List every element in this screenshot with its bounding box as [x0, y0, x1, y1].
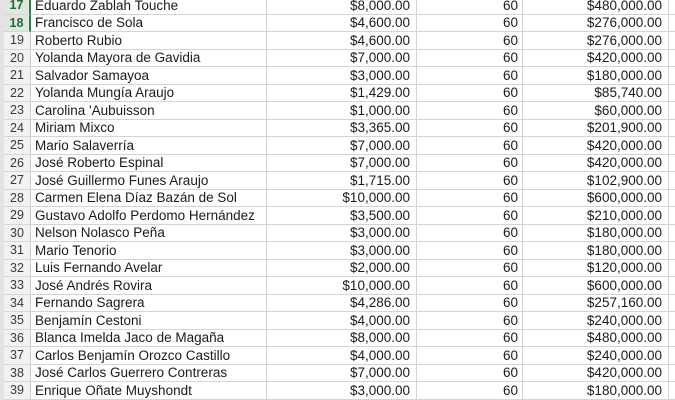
empty-cell[interactable]	[669, 225, 675, 243]
amount-cell[interactable]: $1,429.00	[267, 85, 417, 103]
quantity-cell[interactable]: 60	[417, 260, 523, 278]
quantity-cell[interactable]: 60	[417, 15, 523, 33]
amount-cell[interactable]: $8,000.00	[267, 330, 417, 348]
name-cell[interactable]: Gustavo Adolfo Perdomo Hernández	[31, 207, 267, 225]
name-cell[interactable]: Fernando Sagrera	[31, 295, 267, 313]
table-row[interactable]	[0, 15, 675, 33]
row-number-header[interactable]: 19	[4, 32, 31, 50]
name-cell[interactable]: José Andrés Rovira	[31, 277, 267, 295]
name-cell[interactable]: Carolina 'Aubuisson	[31, 102, 267, 120]
row-number-header[interactable]: 18	[4, 15, 31, 33]
table-row[interactable]	[0, 330, 675, 348]
row-number-header[interactable]: 29	[4, 207, 31, 225]
row-number-header[interactable]: 24	[4, 120, 31, 138]
amount-cell[interactable]: $7,000.00	[267, 365, 417, 383]
row-number-header[interactable]: 20	[4, 50, 31, 68]
table-row[interactable]	[0, 365, 675, 383]
table-row[interactable]	[0, 0, 675, 15]
empty-cell[interactable]	[669, 120, 675, 138]
empty-cell[interactable]	[669, 102, 675, 120]
total-cell[interactable]: $60,000.00	[523, 102, 669, 120]
total-cell[interactable]: $600,000.00	[523, 190, 669, 208]
empty-cell[interactable]	[669, 137, 675, 155]
table-row[interactable]	[0, 190, 675, 208]
total-cell[interactable]: $420,000.00	[523, 137, 669, 155]
empty-cell[interactable]	[669, 172, 675, 190]
name-cell[interactable]: José Roberto Espinal	[31, 155, 267, 173]
total-cell[interactable]: $85,740.00	[523, 85, 669, 103]
table-row[interactable]	[0, 67, 675, 85]
empty-cell[interactable]	[669, 295, 675, 313]
total-cell[interactable]: $420,000.00	[523, 50, 669, 68]
empty-cell[interactable]	[669, 0, 675, 15]
total-cell[interactable]: $600,000.00	[523, 277, 669, 295]
amount-cell[interactable]: $3,500.00	[267, 207, 417, 225]
empty-cell[interactable]	[669, 382, 675, 400]
quantity-cell[interactable]: 60	[417, 382, 523, 400]
empty-cell[interactable]	[669, 347, 675, 365]
empty-cell[interactable]	[669, 277, 675, 295]
quantity-cell[interactable]: 60	[417, 50, 523, 68]
amount-cell[interactable]: $10,000.00	[267, 277, 417, 295]
name-cell[interactable]: Carmen Elena Díaz Bazán de Sol	[31, 190, 267, 208]
total-cell[interactable]: $420,000.00	[523, 365, 669, 383]
row-number-header[interactable]: 23	[4, 102, 31, 120]
total-cell[interactable]: $480,000.00	[523, 330, 669, 348]
empty-cell[interactable]	[669, 207, 675, 225]
total-cell[interactable]: $201,900.00	[523, 120, 669, 138]
amount-cell[interactable]: $3,000.00	[267, 242, 417, 260]
name-cell[interactable]: Yolanda Mayora de Gavidia	[31, 50, 267, 68]
quantity-cell[interactable]: 60	[417, 120, 523, 138]
empty-cell[interactable]	[669, 260, 675, 278]
name-cell[interactable]: Benjamín Cestoni	[31, 312, 267, 330]
amount-cell[interactable]: $4,000.00	[267, 312, 417, 330]
total-cell[interactable]: $257,160.00	[523, 295, 669, 313]
name-cell[interactable]: Mario Tenorio	[31, 242, 267, 260]
table-row[interactable]	[0, 85, 675, 103]
amount-cell[interactable]: $3,000.00	[267, 67, 417, 85]
table-row[interactable]	[0, 120, 675, 138]
row-number-header[interactable]: 28	[4, 190, 31, 208]
table-row[interactable]	[0, 137, 675, 155]
row-number-header[interactable]: 21	[4, 67, 31, 85]
name-cell[interactable]: Miriam Mixco	[31, 120, 267, 138]
total-cell[interactable]: $276,000.00	[523, 32, 669, 50]
total-cell[interactable]: $276,000.00	[523, 15, 669, 33]
quantity-cell[interactable]: 60	[417, 85, 523, 103]
empty-cell[interactable]	[669, 312, 675, 330]
table-row[interactable]	[0, 102, 675, 120]
quantity-cell[interactable]: 60	[417, 32, 523, 50]
table-row[interactable]	[0, 242, 675, 260]
row-number-header[interactable]: 22	[4, 85, 31, 103]
empty-cell[interactable]	[669, 190, 675, 208]
quantity-cell[interactable]: 60	[417, 0, 523, 15]
table-row[interactable]	[0, 32, 675, 50]
name-cell[interactable]: Carlos Benjamín Orozco Castillo	[31, 347, 267, 365]
total-cell[interactable]: $420,000.00	[523, 155, 669, 173]
name-cell[interactable]: José Carlos Guerrero Contreras	[31, 365, 267, 383]
amount-cell[interactable]: $1,715.00	[267, 172, 417, 190]
row-number-header[interactable]: 33	[4, 277, 31, 295]
amount-cell[interactable]: $4,600.00	[267, 15, 417, 33]
name-cell[interactable]: Blanca Imelda Jaco de Magaña	[31, 330, 267, 348]
row-number-header[interactable]: 38	[4, 365, 31, 383]
amount-cell[interactable]: $1,000.00	[267, 102, 417, 120]
row-number-header[interactable]: 26	[4, 155, 31, 173]
quantity-cell[interactable]: 60	[417, 312, 523, 330]
total-cell[interactable]: $180,000.00	[523, 242, 669, 260]
amount-cell[interactable]: $3,000.00	[267, 225, 417, 243]
table-row[interactable]	[0, 225, 675, 243]
table-row[interactable]	[0, 312, 675, 330]
total-cell[interactable]: $180,000.00	[523, 382, 669, 400]
quantity-cell[interactable]: 60	[417, 225, 523, 243]
amount-cell[interactable]: $4,000.00	[267, 347, 417, 365]
quantity-cell[interactable]: 60	[417, 102, 523, 120]
name-cell[interactable]: Enrique Oñate Muyshondt	[31, 382, 267, 400]
name-cell[interactable]: José Guillermo Funes Araujo	[31, 172, 267, 190]
name-cell[interactable]: Eduardo Zablah Touche	[31, 0, 267, 15]
row-number-header[interactable]: 36	[4, 330, 31, 348]
amount-cell[interactable]: $3,000.00	[267, 382, 417, 400]
name-cell[interactable]: Luis Fernando Avelar	[31, 260, 267, 278]
empty-cell[interactable]	[669, 242, 675, 260]
empty-cell[interactable]	[669, 155, 675, 173]
total-cell[interactable]: $240,000.00	[523, 347, 669, 365]
quantity-cell[interactable]: 60	[417, 155, 523, 173]
table-row[interactable]	[0, 295, 675, 313]
row-number-header[interactable]: 27	[4, 172, 31, 190]
table-row[interactable]	[0, 172, 675, 190]
empty-cell[interactable]	[669, 15, 675, 33]
table-row[interactable]	[0, 277, 675, 295]
row-number-header[interactable]: 32	[4, 260, 31, 278]
table-row[interactable]	[0, 207, 675, 225]
total-cell[interactable]: $480,000.00	[523, 0, 669, 15]
amount-cell[interactable]: $8,000.00	[267, 0, 417, 15]
amount-cell[interactable]: $3,365.00	[267, 120, 417, 138]
row-number-header[interactable]: 34	[4, 295, 31, 313]
total-cell[interactable]: $240,000.00	[523, 312, 669, 330]
amount-cell[interactable]: $7,000.00	[267, 137, 417, 155]
empty-cell[interactable]	[669, 330, 675, 348]
table-row[interactable]	[0, 155, 675, 173]
total-cell[interactable]: $180,000.00	[523, 67, 669, 85]
table-row[interactable]	[0, 382, 675, 400]
row-number-header[interactable]: 37	[4, 347, 31, 365]
name-cell[interactable]: Mario Salaverría	[31, 137, 267, 155]
row-number-header[interactable]: 30	[4, 225, 31, 243]
row-number-header[interactable]: 35	[4, 312, 31, 330]
amount-cell[interactable]: $2,000.00	[267, 260, 417, 278]
row-number-header[interactable]: 17	[4, 0, 31, 15]
quantity-cell[interactable]: 60	[417, 137, 523, 155]
table-row[interactable]	[0, 50, 675, 68]
name-cell[interactable]: Roberto Rubio	[31, 32, 267, 50]
amount-cell[interactable]: $4,286.00	[267, 295, 417, 313]
amount-cell[interactable]: $4,600.00	[267, 32, 417, 50]
quantity-cell[interactable]: 60	[417, 330, 523, 348]
empty-cell[interactable]	[669, 32, 675, 50]
total-cell[interactable]: $210,000.00	[523, 207, 669, 225]
name-cell[interactable]: Nelson Nolasco Peña	[31, 225, 267, 243]
quantity-cell[interactable]: 60	[417, 207, 523, 225]
quantity-cell[interactable]: 60	[417, 242, 523, 260]
quantity-cell[interactable]: 60	[417, 365, 523, 383]
table-row[interactable]	[0, 260, 675, 278]
quantity-cell[interactable]: 60	[417, 67, 523, 85]
quantity-cell[interactable]: 60	[417, 295, 523, 313]
row-number-header[interactable]: 25	[4, 137, 31, 155]
empty-cell[interactable]	[669, 67, 675, 85]
quantity-cell[interactable]: 60	[417, 277, 523, 295]
name-cell[interactable]: Salvador Samayoa	[31, 67, 267, 85]
amount-cell[interactable]: $10,000.00	[267, 190, 417, 208]
amount-cell[interactable]: $7,000.00	[267, 50, 417, 68]
amount-cell[interactable]: $7,000.00	[267, 155, 417, 173]
total-cell[interactable]: $120,000.00	[523, 260, 669, 278]
empty-cell[interactable]	[669, 85, 675, 103]
name-cell[interactable]: Francisco de Sola	[31, 15, 267, 33]
quantity-cell[interactable]: 60	[417, 172, 523, 190]
row-number-header[interactable]: 39	[4, 382, 31, 400]
empty-cell[interactable]	[669, 365, 675, 383]
empty-cell[interactable]	[669, 50, 675, 68]
row-number-header[interactable]: 31	[4, 242, 31, 260]
table-row[interactable]	[0, 347, 675, 365]
total-cell[interactable]: $102,900.00	[523, 172, 669, 190]
quantity-cell[interactable]: 60	[417, 347, 523, 365]
name-cell[interactable]: Yolanda Mungía Araujo	[31, 85, 267, 103]
total-cell[interactable]: $180,000.00	[523, 225, 669, 243]
quantity-cell[interactable]: 60	[417, 190, 523, 208]
